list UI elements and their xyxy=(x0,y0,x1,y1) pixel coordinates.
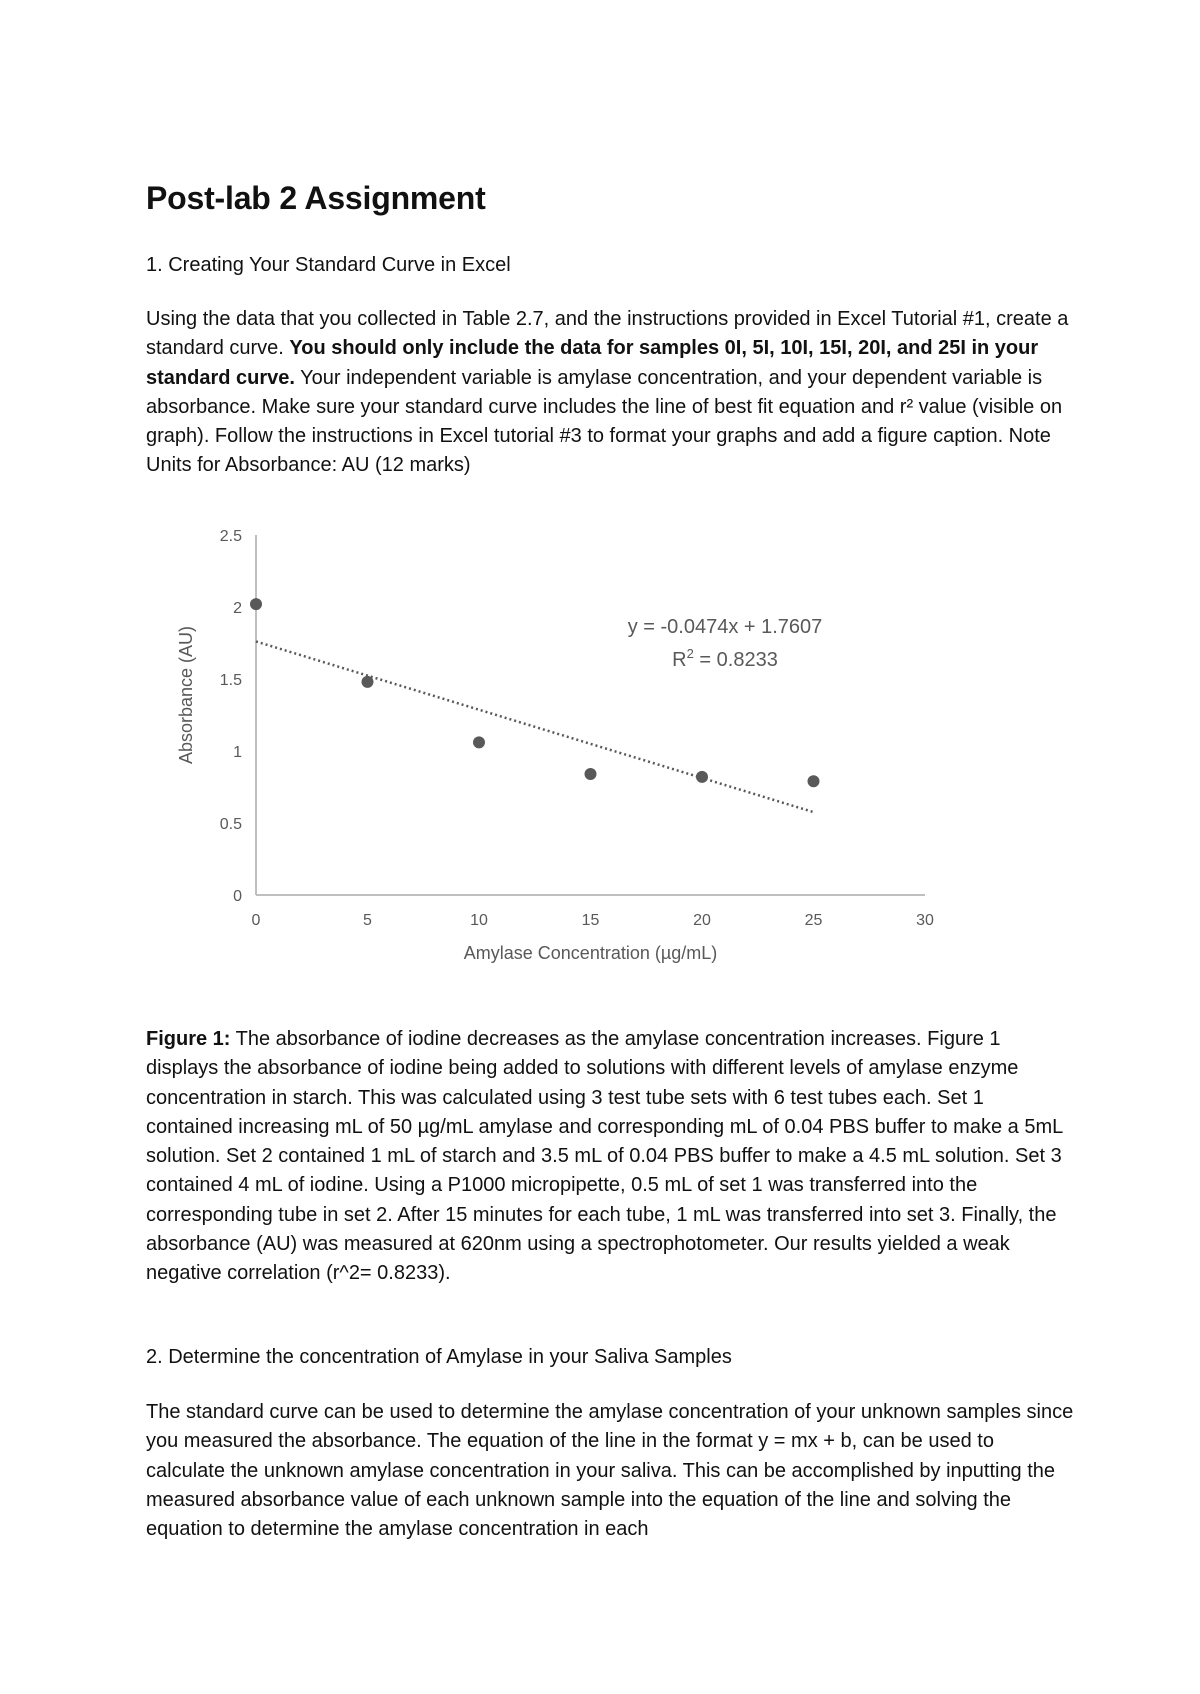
x-tick-label: 25 xyxy=(804,912,823,929)
section1-text-a: Using the data that you collected in Table 2.7, and the instructions provided in Excel Tutorial #1, create a standard curve. xyxy=(146,308,1069,360)
figure-label: Figure 1: xyxy=(146,1028,231,1050)
x-tick-label: 15 xyxy=(581,912,600,929)
section1-bold-note: You should only include the data for samples 0I, 5I, 10I, 15I, 20I, and 25I in your standard curve. xyxy=(146,337,1039,389)
r-squared-value: = 0.8233 xyxy=(693,649,778,671)
x-tick-label: 20 xyxy=(693,912,711,929)
standard-curve-chart xyxy=(170,515,950,975)
trend-equation: y = -0.0474x + 1.7607 xyxy=(627,616,823,638)
y-tick-label: 1.5 xyxy=(219,672,242,689)
y-tick-label: 2.5 xyxy=(219,528,242,545)
data-point xyxy=(696,771,708,783)
y-tick-label: 1 xyxy=(233,744,242,761)
y-axis-title: Absorbance (AU) xyxy=(176,625,196,765)
figure-caption-text: The absorbance of iodine decreases as the amylase concentration increases. Figure 1 displays the absorbance of iodine being added to solutions with different levels of amylase enzyme concentration in starch. This was calculated using 3 test tube sets with 6 test tubes each. Set 1 contained increasing mL of 50 µg/mL amylase and corresponding mL of 0.04 PBS buffer to make a 5mL solution. Set 2 contained 1 mL of starch and 3.5 mL of 0.04 PBS buffer to make a 4.5 mL solution. Set 3 contained 4 mL of iodine. Using a P1000 micropipette, 0.5 mL of set 1 was transferred into the corresponding tube in set 2. After 15 minutes for each tube, 1 mL was transferred into set 3. Finally, the absorbance (AU) was measured at 620nm using a spectrophotometer. Our results yielded a weak negative correlation (r^2= 0.8233). xyxy=(146,1028,1063,1285)
r-squared-exponent: 2 xyxy=(686,646,694,661)
y-tick-label: 0 xyxy=(233,888,242,905)
y-tick-label: 2 xyxy=(233,600,242,617)
data-point xyxy=(808,775,820,787)
r-squared-label xyxy=(672,646,778,671)
x-axis-title: Amylase Concentration (µg/mL) xyxy=(463,943,718,963)
chart-svg xyxy=(170,515,950,975)
section2-paragraph: The standard curve can be used to determine the amylase concentration of your unknown samples since you measured the absorbance. The equation of the line in the format y = mx + b, can be used to calculate the unknown amylase concentration in your saliva. This can be accomplished by inputting the measured absorbance value of each unknown sample into the equation of the line and solving the equation to determine the amylase concentration in each xyxy=(146,1401,1074,1541)
r-squared-prefix: R xyxy=(672,649,687,671)
data-point xyxy=(362,676,374,688)
section1-text-b: Your independent variable is amylase concentration, and your dependent variable is absorbance. Make sure your standard curve includes the line of best fit equation and r² value (visible on graph). Follow the instructions in Excel tutorial #3 to format your graphs and add a figure caption. Note Units for Absorbance: AU (12 marks) xyxy=(146,366,1063,477)
y-tick-label: 0.5 xyxy=(219,816,242,833)
page-title: Post-lab 2 Assignment xyxy=(146,180,486,216)
data-point xyxy=(250,598,262,610)
section2-heading: 2. Determine the concentration of Amylase in your Saliva Samples xyxy=(146,1346,732,1368)
section1-heading: 1. Creating Your Standard Curve in Excel xyxy=(146,254,511,276)
data-point xyxy=(473,736,485,748)
x-tick-label: 10 xyxy=(470,912,488,929)
x-tick-label: 5 xyxy=(363,912,372,929)
data-point xyxy=(585,768,597,780)
x-tick-label: 30 xyxy=(916,912,934,929)
x-tick-label: 0 xyxy=(251,912,261,929)
figure-caption xyxy=(146,1025,1076,1289)
section1-instructions xyxy=(146,305,1076,481)
